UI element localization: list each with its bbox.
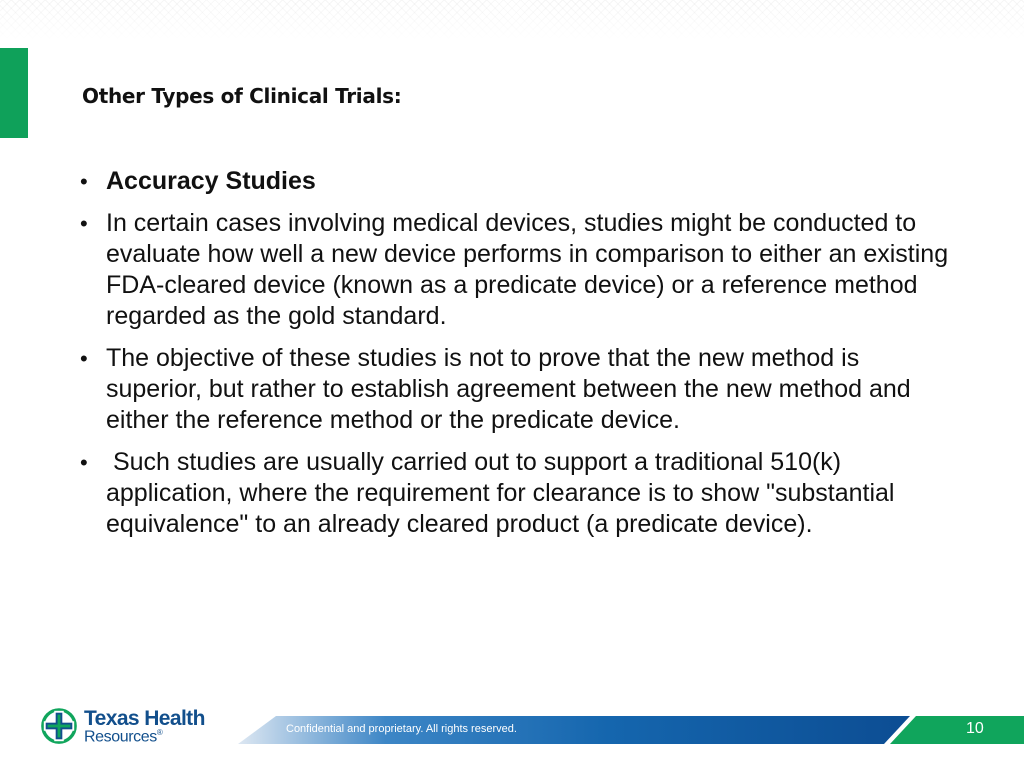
bullet-item	[80, 447, 950, 540]
bullet-marker: •	[80, 211, 88, 236]
bullet-marker: •	[80, 346, 88, 371]
bullet-list	[80, 166, 950, 551]
bullet-text: Such studies are usually carried out to support a traditional 510(k) application, where the requirement for clearance is to show "substantial equivalence" to an already cleared product (a predicate device).	[106, 448, 902, 538]
slide-title: Other Types of Clinical Trials:	[82, 84, 402, 108]
bullet-marker: •	[80, 169, 88, 194]
bullet-item	[80, 166, 950, 197]
header-texture	[0, 0, 1024, 40]
texas-health-logo	[40, 706, 220, 746]
bullet-text: The objective of these studies is not to prove that the new method is superior, but rather to establish agreement between the new method and either the reference method or the predicate device.	[106, 344, 911, 434]
bullet-item	[80, 343, 950, 436]
bullet-marker: •	[80, 450, 88, 475]
logo-sub: Resources®	[84, 728, 163, 746]
bullet-item	[80, 208, 950, 332]
texas-health-cross-logo-icon	[40, 706, 78, 746]
bullet-text: In certain cases involving medical devices, studies might be conducted to evaluate how well a new device performs in comparison to either an existing FDA-cleared device (known as a predicate device) or a reference method regarded as the gold standard.	[106, 209, 949, 330]
logo-name: Texas Health	[84, 707, 205, 730]
page-number-band	[890, 716, 1024, 744]
accent-bar	[0, 48, 28, 138]
confidential-notice: Confidential and proprietary. All rights reserved.	[286, 723, 517, 735]
registered-mark: ®	[156, 728, 163, 737]
page-number: 10	[966, 720, 984, 737]
bullet-text: Accuracy Studies	[106, 167, 316, 195]
